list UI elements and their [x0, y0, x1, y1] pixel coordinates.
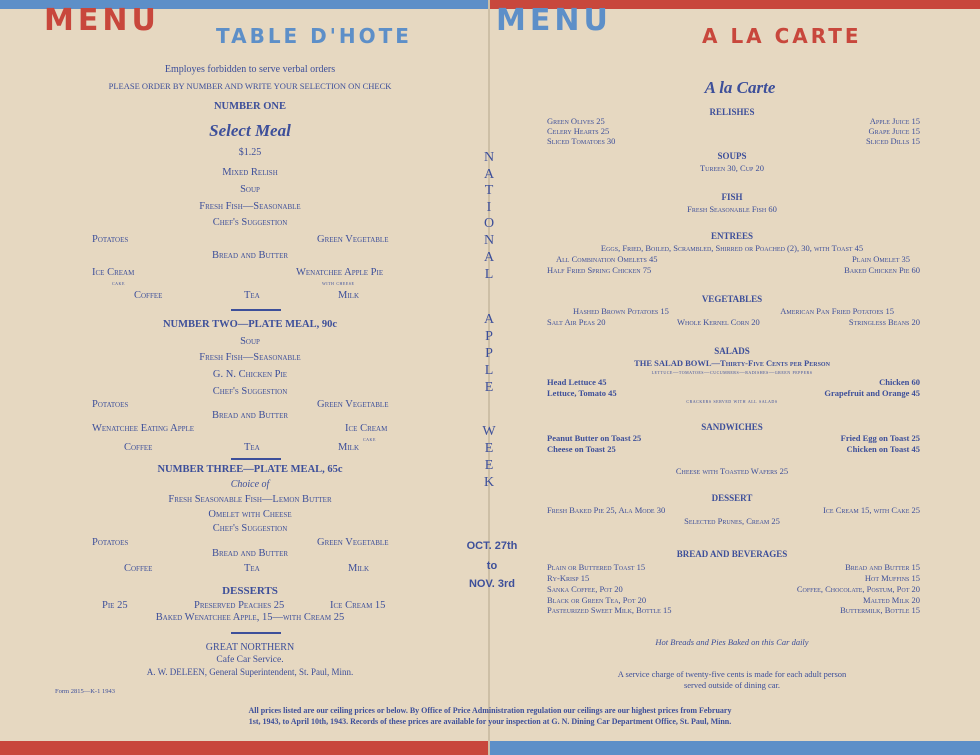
bread-and-butter-3: Bread and Butter [211, 548, 289, 559]
hot-muffins: Hot Muffins 15 [864, 573, 920, 583]
grape-juice: Grape Juice 15 [868, 126, 920, 136]
bread-and-butter: Bread and Butter [211, 250, 289, 261]
soup-2: Soup [240, 336, 260, 347]
buttered-toast: Plain or Buttered Toast 15 [547, 562, 646, 572]
salad-bowl: THE SALAD BOWL—Thirty-Five Cents per Person [634, 358, 830, 368]
tea-2: Tea [244, 442, 260, 453]
desserts-heading: DESSERTS [222, 585, 278, 597]
green-vegetable: Green Vegetable [317, 234, 389, 245]
milk-2: Milk [338, 442, 359, 453]
choice-of: Choice of [230, 479, 270, 490]
milk: Milk [338, 290, 359, 301]
hot-breads-note: Hot Breads and Pies Baked on this Car daily [655, 637, 809, 647]
hashed-brown-potatoes: Hashed Brown Potatoes 15 [573, 306, 669, 316]
ceiling-prices-line1: All prices listed are our ceiling prices or below. By Office of Price Administration regulation our ceilings are our highest prices from February [248, 706, 732, 715]
vertical-letter: N [483, 150, 495, 165]
soup: Soup [240, 184, 260, 195]
buttermilk: Buttermilk, Bottle 15 [840, 605, 920, 615]
a-la-carte-title: A LA CARTE [702, 24, 862, 48]
divider [231, 309, 281, 311]
a-la-carte-heading: A la Carte [704, 78, 776, 97]
chicken-pie: G. N. Chicken Pie [212, 369, 288, 380]
wenatchee-apple-pie: Wenatchee Apple Pie [296, 267, 384, 278]
vertical-letter: E [484, 441, 494, 456]
tureen-cup: Tureen 30, Cup 20 [699, 163, 765, 173]
number-one-heading: NUMBER ONE [213, 101, 287, 112]
sanka-coffee: Sanka Coffee, Pot 20 [547, 584, 623, 594]
wenatchee-eating-apple: Wenatchee Eating Apple [92, 423, 195, 434]
tea-3: Tea [244, 563, 260, 574]
green-vegetable-3: Green Vegetable [317, 537, 389, 548]
potatoes-3: Potatoes [92, 537, 129, 548]
preserved-peaches: Preserved Peaches 25 [194, 600, 285, 611]
baked-wenatchee-apple: Baked Wenatchee Apple, 15—with Cream 25 [155, 612, 345, 623]
stringless-beans: Stringless Beans 20 [848, 317, 920, 327]
service-charge-line1: A service charge of twenty-five cents is made for each adult person [617, 669, 847, 679]
date-to: to [486, 560, 498, 572]
bread-butter: Bread and Butter 15 [845, 562, 920, 572]
salt-air-peas: Salt Air Peas 20 [547, 317, 606, 327]
coffee-chocolate-postum: Coffee, Chocolate, Postum, Pot 20 [796, 584, 920, 594]
dessert-heading: DESSERT [711, 493, 753, 503]
fried-egg-toast: Fried Egg on Toast 25 [840, 433, 920, 443]
baked-chicken-pie: Baked Chicken Pie 60 [844, 265, 920, 275]
fresh-fish-2: Fresh Fish—Seasonable [199, 352, 301, 363]
chicken-salad: Chicken 60 [879, 377, 920, 387]
fresh-baked-pie: Fresh Baked Pie 25, Ala Mode 30 [547, 505, 666, 515]
ice-cream-cake-note: cake [112, 281, 125, 287]
great-northern: GREAT NORTHERN [205, 642, 295, 653]
coffee: Coffee [134, 290, 163, 301]
general-superintendent: A. W. DELEEN, General Superintendent, St. Paul, Minn. [146, 667, 354, 677]
date-end: NOV. 3rd [468, 578, 516, 590]
pie: Pie 25 [102, 600, 128, 611]
number-two-heading: NUMBER TWO—PLATE MEAL, 90c [162, 319, 338, 330]
mixed-relish: Mixed Relish [222, 167, 278, 178]
milk-3: Milk [348, 563, 369, 574]
black-green-tea: Black or Green Tea, Pot 20 [547, 595, 647, 605]
date-start: OCT. 27th [466, 540, 518, 552]
green-olives: Green Olives 25 [547, 116, 605, 126]
ice-cream-2: Ice Cream [345, 423, 388, 434]
cheese-on-toast: Cheese on Toast 25 [547, 444, 616, 454]
vertical-letter: L [484, 267, 494, 282]
tea: Tea [244, 290, 260, 301]
vertical-letter: W [482, 424, 496, 439]
relishes-heading: RELISHES [709, 107, 755, 117]
select-meal-price: $1.25 [238, 147, 262, 158]
apple-juice: Apple Juice 15 [869, 116, 920, 126]
soups-heading: SOUPS [717, 151, 747, 161]
bottom-band-right [488, 741, 980, 755]
vertical-letter: K [483, 475, 495, 490]
ry-krisp: Ry-Krisp 15 [547, 573, 590, 583]
fish-heading: FISH [721, 192, 743, 202]
vertical-letter: A [483, 312, 495, 327]
chicken-on-toast: Chicken on Toast 45 [846, 444, 920, 454]
celery-hearts: Celery Hearts 25 [547, 126, 610, 136]
left-menu-title: MENU [44, 3, 160, 38]
cheese-toasted-wafers: Cheese with Toasted Wafers 25 [675, 466, 789, 476]
table-dhote-title: TABLE D'HOTE [216, 24, 412, 48]
vertical-letter: L [484, 363, 494, 378]
selected-prunes: Selected Prunes, Cream 25 [684, 516, 780, 526]
combination-omelets: All Combination Omelets 45 [556, 254, 658, 264]
fresh-seasonable-fish: Fresh Seasonable Fish 60 [687, 204, 777, 214]
select-meal-title: Select Meal [209, 121, 291, 140]
fish-lemon-butter: Fresh Seasonable Fish—Lemon Butter [168, 494, 332, 505]
apple-pie-cheese-note: with cheese [322, 281, 355, 287]
plain-omelet: Plain Omelet 35 [852, 254, 910, 264]
potatoes: Potatoes [92, 234, 129, 245]
number-three-heading: NUMBER THREE—PLATE MEAL, 65c [157, 464, 343, 475]
bottom-band-left [0, 741, 488, 755]
ice-cream-with-cake: Ice Cream 15, with Cake 25 [823, 505, 920, 515]
vertical-letter: E [484, 380, 494, 395]
chefs-suggestion-3: Chef's Suggestion [212, 523, 288, 534]
vertical-letter: E [484, 458, 494, 473]
sandwiches-heading: SANDWICHES [701, 422, 763, 432]
chefs-suggestion-2: Chef's Suggestion [212, 386, 288, 397]
ice-cream: Ice Cream [92, 267, 135, 278]
omelet-with-cheese: Omelet with Cheese [208, 509, 292, 520]
sliced-dills: Sliced Dills 15 [866, 136, 920, 146]
right-menu-title: MENU [496, 3, 612, 38]
entrees-heading: ENTREES [710, 231, 754, 241]
salads-heading: SALADS [714, 346, 750, 356]
vegetables-heading: VEGETABLES [701, 294, 763, 304]
vertical-letter: A [483, 167, 495, 182]
spring-chicken: Half Fried Spring Chicken 75 [547, 265, 652, 275]
eggs: Eggs, Fried, Boiled, Scrambled, Shirred or Poached (2), 30, with Toast 45 [600, 243, 864, 253]
green-vegetable-2: Green Vegetable [317, 399, 389, 410]
divider [231, 458, 281, 460]
lettuce-tomato: Lettuce, Tomato 45 [547, 388, 617, 398]
cafe-car-service: Cafe Car Service. [216, 655, 284, 665]
ceiling-prices-line2: 1st, 1943, to April 10th, 1943. Records of these prices are available for your inspection at G. N. Dining Car Department Office, St. Paul, Minn. [248, 717, 732, 726]
salad-bowl-items: lettuce—tomatoes—cucumbers—radishes—green peppers [651, 370, 813, 376]
vertical-letter: P [485, 346, 493, 361]
grapefruit-orange: Grapefruit and Orange 45 [824, 388, 920, 398]
american-pan-potatoes: American Pan Fried Potatoes 15 [780, 306, 894, 316]
vertical-letter: T [484, 183, 494, 198]
chefs-suggestion: Chef's Suggestion [212, 217, 288, 228]
bread-beverages-heading: BREAD AND BEVERAGES [676, 549, 788, 559]
sliced-tomatoes: Sliced Tomatoes 30 [547, 136, 616, 146]
vertical-letter: A [483, 250, 495, 265]
whole-kernel-corn: Whole Kernel Corn 20 [677, 317, 760, 327]
vertical-letter: O [483, 216, 495, 231]
vertical-letter: P [485, 329, 493, 344]
service-charge-line2: served outside of dining car. [683, 680, 781, 690]
potatoes-2: Potatoes [92, 399, 129, 410]
sweet-milk: Pasteurized Sweet Milk, Bottle 15 [547, 605, 672, 615]
vertical-letter: N [483, 233, 495, 248]
desserts-ice-cream: Ice Cream 15 [330, 600, 386, 611]
malted-milk: Malted Milk 20 [863, 595, 920, 605]
fresh-fish: Fresh Fish—Seasonable [199, 201, 301, 212]
coffee-2: Coffee [124, 442, 153, 453]
form-number: Form 2815—K-1 1943 [55, 688, 115, 695]
vertical-letter: I [486, 200, 492, 215]
ice-cream-cake-note-2: cake [363, 437, 376, 443]
verbal-orders-notice: Employes forbidden to serve verbal orders [164, 64, 336, 75]
head-lettuce: Head Lettuce 45 [547, 377, 607, 387]
order-by-number-notice: PLEASE ORDER BY NUMBER AND WRITE YOUR SELECTION ON CHECK [108, 81, 392, 91]
peanut-butter-toast: Peanut Butter on Toast 25 [547, 433, 642, 443]
bread-and-butter-2: Bread and Butter [211, 410, 289, 421]
crackers-note: crackers served with all salads [686, 399, 778, 405]
divider [231, 632, 281, 634]
coffee-3: Coffee [124, 563, 153, 574]
